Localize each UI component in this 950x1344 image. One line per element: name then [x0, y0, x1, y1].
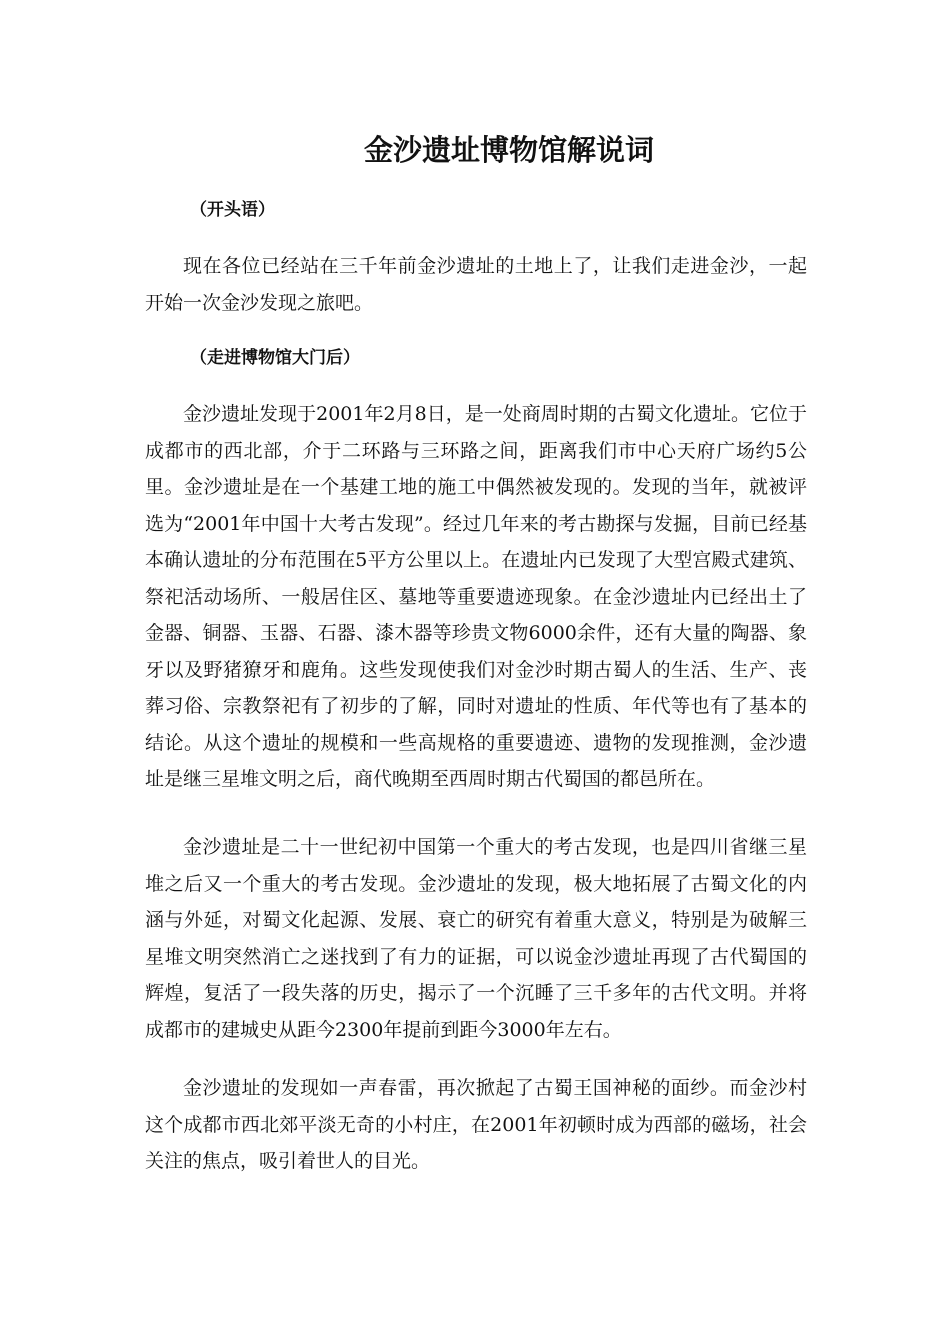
section-label-entrance: （走进博物馆大门后）: [190, 348, 360, 368]
paragraph-significance: 金沙遗址是二十一世纪初中国第一个重大的考古发现，也是四川省继三星堆之后又一个重大的考古发现。金沙遗址的发现，极大地拓展了古蜀文化的内涵与外延，对蜀文化起源、发展、衰亡的研究有着重大意义，特别是为破解三星堆文明突然消亡之迷找到了有力的证据，可以说金沙遗址再现了古代蜀国的辉煌，复活了一段失落的历史，揭示了一个沉睡了三千多年的古代文明。并将成都市的建城史从距今2300年提前到距今3000年左右。: [145, 836, 807, 1041]
paragraph-opening: 现在各位已经站在三千年前金沙遗址的土地上了，让我们走进金沙，一起开始一次金沙发现之旅吧。: [145, 255, 807, 314]
section-label-opening: （开头语）: [190, 200, 275, 220]
document-title: 金沙遗址博物馆解说词: [363, 133, 654, 167]
paragraph-impact: 金沙遗址的发现如一声春雷，再次掀起了古蜀王国神秘的面纱。而金沙村这个成都市西北郊平淡无奇的小村庄，在2001年初顿时成为西部的磁场，社会关注的焦点，吸引着世人的目光。: [145, 1077, 807, 1172]
paragraph-discovery: 金沙遗址发现于2001年2月8日，是一处商周时期的古蜀文化遗址。它位于成都市的西北部，介于二环路与三环路之间，距离我们市中心天府广场约5公里。金沙遗址是在一个基建工地的施工中偶然被发现的。发现的当年，就被评选为“2001年中国十大考古发现”。经过几年来的考古勘探与发掘，目前已经基本确认遗址的分布范围在5平方公里以上。在遗址内已发现了大型宫殿式建筑、祭祀活动场所、一般居住区、墓地等重要遗迹现象。在金沙遗址内已经出土了金器、铜器、玉器、石器、漆木器等珍贵文物6000余件，还有大量的陶器、象牙以及野猪獠牙和鹿角。这些发现使我们对金沙时期古蜀人的生活、生产、丧葬习俗、宗教祭祀有了初步的了解，同时对遗址的性质、年代等也有了基本的结论。从这个遗址的规模和一些高规格的重要遗迹、遗物的发现推测，金沙遗址是继三星堆文明之后，商代晚期至西周时期古代蜀国的都邑所在。: [145, 403, 807, 790]
